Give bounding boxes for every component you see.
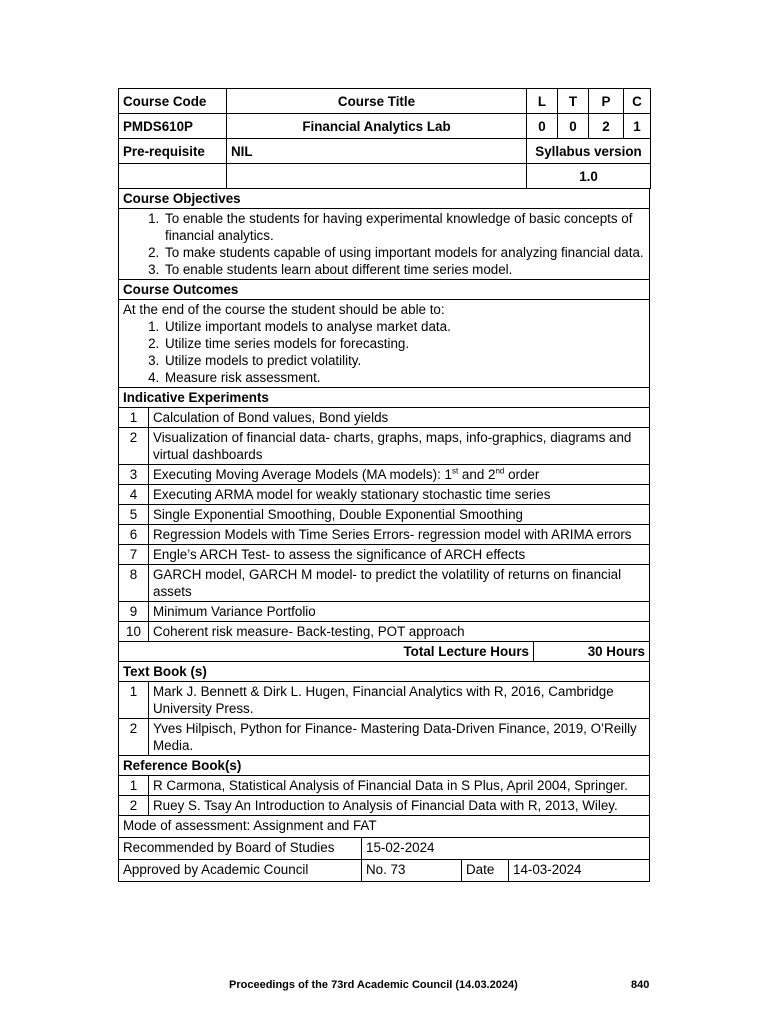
course-code: PMDS610P xyxy=(119,114,227,139)
bos-label: Recommended by Board of Studies xyxy=(119,838,362,860)
council-number: No. 73 xyxy=(362,860,462,882)
total-hours-value: 30 Hours xyxy=(534,642,650,662)
outcomes-heading: Course Outcomes xyxy=(119,280,650,300)
c-label: C xyxy=(624,89,651,114)
list-item: 4. Measure risk assessment. xyxy=(163,369,645,386)
assessment-mode: Mode of assessment: Assignment and FAT xyxy=(119,816,650,838)
course-code-label: Course Code xyxy=(119,89,227,114)
syllabus-document xyxy=(118,88,650,882)
t-label: T xyxy=(558,89,589,114)
row-number: 8 xyxy=(119,565,149,602)
row-number: 2 xyxy=(119,428,149,465)
reference-text: Ruey S. Tsay An Introduction to Analysis of Financial Data with R, 2013, Wiley. xyxy=(149,796,650,816)
row-number: 4 xyxy=(119,485,149,505)
experiment-text xyxy=(149,465,650,485)
row-number: 3 xyxy=(119,465,149,485)
experiment-text: Single Exponential Smoothing, Double Exponential Smoothing xyxy=(149,505,650,525)
syllabus-version-label: Syllabus version xyxy=(527,139,651,164)
footer-text: Proceedings of the 73rd Academic Council (14.03.2024) xyxy=(229,979,518,991)
superscript: st xyxy=(451,466,459,476)
experiments-heading: Indicative Experiments xyxy=(119,388,650,408)
list-item: 3. To enable students learn about different time series model. xyxy=(163,261,645,278)
row-number: 2 xyxy=(119,796,149,816)
row-number: 1 xyxy=(119,776,149,796)
t-value: 0 xyxy=(558,114,589,139)
outcomes-list xyxy=(119,300,650,388)
prerequisite-value: NIL xyxy=(227,139,527,164)
course-title-label: Course Title xyxy=(227,89,527,114)
p-label: P xyxy=(589,89,624,114)
superscript: nd xyxy=(495,466,505,476)
objectives-list xyxy=(119,209,650,280)
total-hours-table xyxy=(118,642,650,662)
syllabus-version-value: 1.0 xyxy=(527,164,651,189)
course-header-table xyxy=(118,88,651,189)
text-part: order xyxy=(504,467,540,482)
textbooks-table xyxy=(118,662,650,816)
empty-cell xyxy=(227,164,527,189)
outcomes-intro: At the end of the course the student should be able to: xyxy=(123,302,445,317)
experiment-text: Executing ARMA model for weakly stationary stochastic time series xyxy=(149,485,650,505)
objectives-heading: Course Objectives xyxy=(119,189,650,209)
list-item: 2. To make students capable of using important models for analyzing financial data. xyxy=(163,244,645,261)
empty-cell xyxy=(119,164,227,189)
experiment-text: Engle’s ARCH Test- to assess the significance of ARCH effects xyxy=(149,545,650,565)
experiment-text: Calculation of Bond values, Bond yields xyxy=(149,408,650,428)
experiment-text: Regression Models with Time Series Errors- regression model with ARIMA errors xyxy=(149,525,650,545)
row-number: 7 xyxy=(119,545,149,565)
course-title: Financial Analytics Lab xyxy=(227,114,527,139)
experiment-text: Visualization of financial data- charts, graphs, maps, info-graphics, diagrams and virtual dashboards xyxy=(149,428,650,465)
p-value: 2 xyxy=(589,114,624,139)
row-number: 1 xyxy=(119,682,149,719)
experiment-text: Coherent risk measure- Back-testing, POT approach xyxy=(149,622,650,642)
row-number: 5 xyxy=(119,505,149,525)
experiments-table xyxy=(118,408,650,642)
row-number: 6 xyxy=(119,525,149,545)
list-item: 1. To enable the students for having experimental knowledge of basic concepts of financial analytics. xyxy=(163,210,645,244)
experiment-text: Minimum Variance Portfolio xyxy=(149,602,650,622)
council-date: 14-03-2024 xyxy=(509,860,650,882)
textbooks-heading: Text Book (s) xyxy=(119,662,650,682)
references-heading: Reference Book(s) xyxy=(119,756,650,776)
objectives-outcomes-table xyxy=(118,189,650,408)
prerequisite-label: Pre-requisite xyxy=(119,139,227,164)
list-item: 3. Utilize models to predict volatility. xyxy=(163,352,645,369)
text-part: Executing Moving Average Models (MA models): 1 xyxy=(153,467,452,482)
experiment-text: GARCH model, GARCH M model- to predict the volatility of returns on financial assets xyxy=(149,565,650,602)
date-label: Date xyxy=(462,860,509,882)
list-item: 2. Utilize time series models for forecasting. xyxy=(163,335,645,352)
reference-text: R Carmona, Statistical Analysis of Financial Data in S Plus, April 2004, Springer. xyxy=(149,776,650,796)
textbook-text: Yves Hilpisch, Python for Finance- Mastering Data-Driven Finance, 2019, O’Reilly Media. xyxy=(149,719,650,756)
row-number: 1 xyxy=(119,408,149,428)
text-part: and 2 xyxy=(458,467,496,482)
approval-table xyxy=(118,816,650,882)
list-item: 1. Utilize important models to analyse market data. xyxy=(163,318,645,335)
page-number: 840 xyxy=(631,979,650,991)
row-number: 2 xyxy=(119,719,149,756)
textbook-text: Mark J. Bennett & Dirk L. Hugen, Financial Analytics with R, 2016, Cambridge University Press. xyxy=(149,682,650,719)
total-hours-label: Total Lecture Hours xyxy=(119,642,534,662)
c-value: 1 xyxy=(624,114,651,139)
bos-date: 15-02-2024 xyxy=(362,838,650,860)
l-label: L xyxy=(527,89,558,114)
council-label: Approved by Academic Council xyxy=(119,860,362,882)
row-number: 10 xyxy=(119,622,149,642)
row-number: 9 xyxy=(119,602,149,622)
l-value: 0 xyxy=(527,114,558,139)
